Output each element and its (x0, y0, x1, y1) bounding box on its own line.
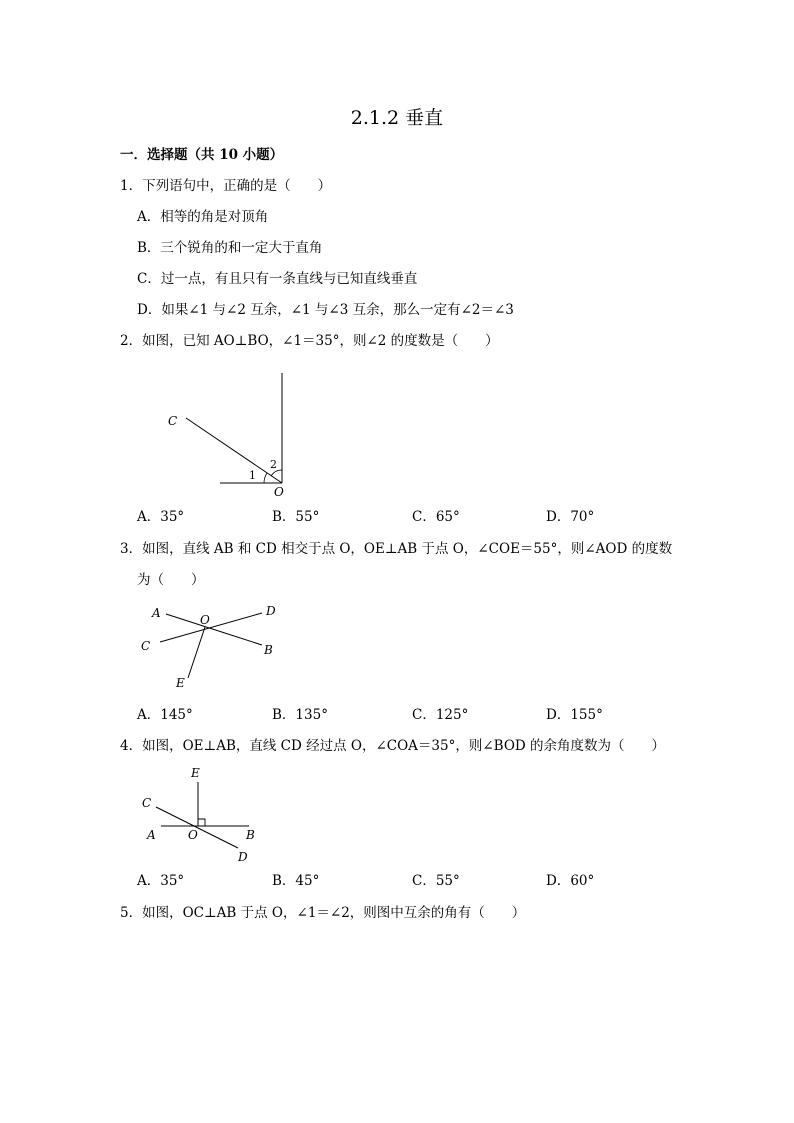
question-3-stem-line-2: 为（ ） (137, 572, 205, 588)
question-4-option-a: A．35° (137, 873, 185, 889)
label-1: 1 (249, 469, 256, 482)
label-c: C (168, 414, 178, 428)
question-2-option-c: C．65° (412, 509, 460, 525)
question-4-option-d: D．60° (546, 873, 595, 889)
question-4-stem: 4．如图，OE⊥AB，直线 CD 经过点 O，∠COA＝35°，则∠BOD 的余角度数为（ ） (120, 738, 666, 754)
ray-oe (188, 627, 205, 678)
label-b: B (264, 643, 273, 657)
question-3-option-c: C．125° (412, 707, 469, 723)
question-2-figure (160, 368, 300, 500)
line-ab (166, 614, 262, 645)
label-d: D (238, 850, 248, 864)
question-3-option-d: D．155° (546, 707, 603, 723)
question-2-stem: 2．如图，已知 AO⊥BO，∠1＝35°，则∠2 的度数是（ ） (120, 333, 499, 349)
label-a: A (147, 828, 156, 842)
section-heading: 一．选择题（共 10 小题） (120, 147, 284, 163)
question-2-option-d: D．70° (546, 509, 595, 525)
question-1-option-b: B．三个锐角的和一定大于直角 (137, 240, 323, 256)
label-e: E (176, 676, 185, 690)
question-3-option-b: B．135° (272, 707, 328, 723)
question-3-stem-line-1: 3．如图，直线 AB 和 CD 相交于点 O，OE⊥AB 于点 O，∠COE＝55°，则∠AOD 的度数 (120, 541, 673, 557)
label-c: C (141, 639, 151, 653)
page-title: 2.1.2 垂直 (350, 107, 444, 129)
label-b: B (246, 828, 255, 842)
right-angle-mark (198, 819, 205, 826)
question-2-option-b: B．55° (272, 509, 320, 525)
question-3-option-a: A．145° (137, 707, 193, 723)
question-1-option-d: D．如果∠1 与∠2 互余，∠1 与∠3 互余，那么一定有∠2＝∠3 (137, 302, 514, 318)
question-2-option-a: A．35° (137, 509, 185, 525)
label-o: O (274, 485, 284, 499)
label-d: D (266, 604, 276, 618)
label-o: O (200, 613, 210, 627)
label-e: E (191, 766, 200, 780)
label-c: C (142, 796, 152, 810)
question-1-stem: 1．下列语句中，正确的是（ ） (120, 178, 332, 194)
question-4-option-c: C．55° (412, 873, 460, 889)
label-a: A (152, 606, 161, 620)
ray-oc (186, 418, 282, 483)
label-2: 2 (270, 458, 277, 471)
question-4-option-b: B．45° (272, 873, 320, 889)
angle-1-arc (264, 473, 267, 483)
question-3-figure (138, 600, 288, 695)
question-1-option-c: C．过一点，有且只有一条直线与已知直线垂直 (137, 271, 418, 287)
question-1-option-a: A．相等的角是对顶角 (137, 209, 269, 225)
question-5-stem: 5．如图，OC⊥AB 于点 O，∠1＝∠2，则图中互余的角有（ ） (120, 905, 526, 921)
question-4-figure (140, 762, 270, 867)
label-o: O (188, 828, 198, 842)
